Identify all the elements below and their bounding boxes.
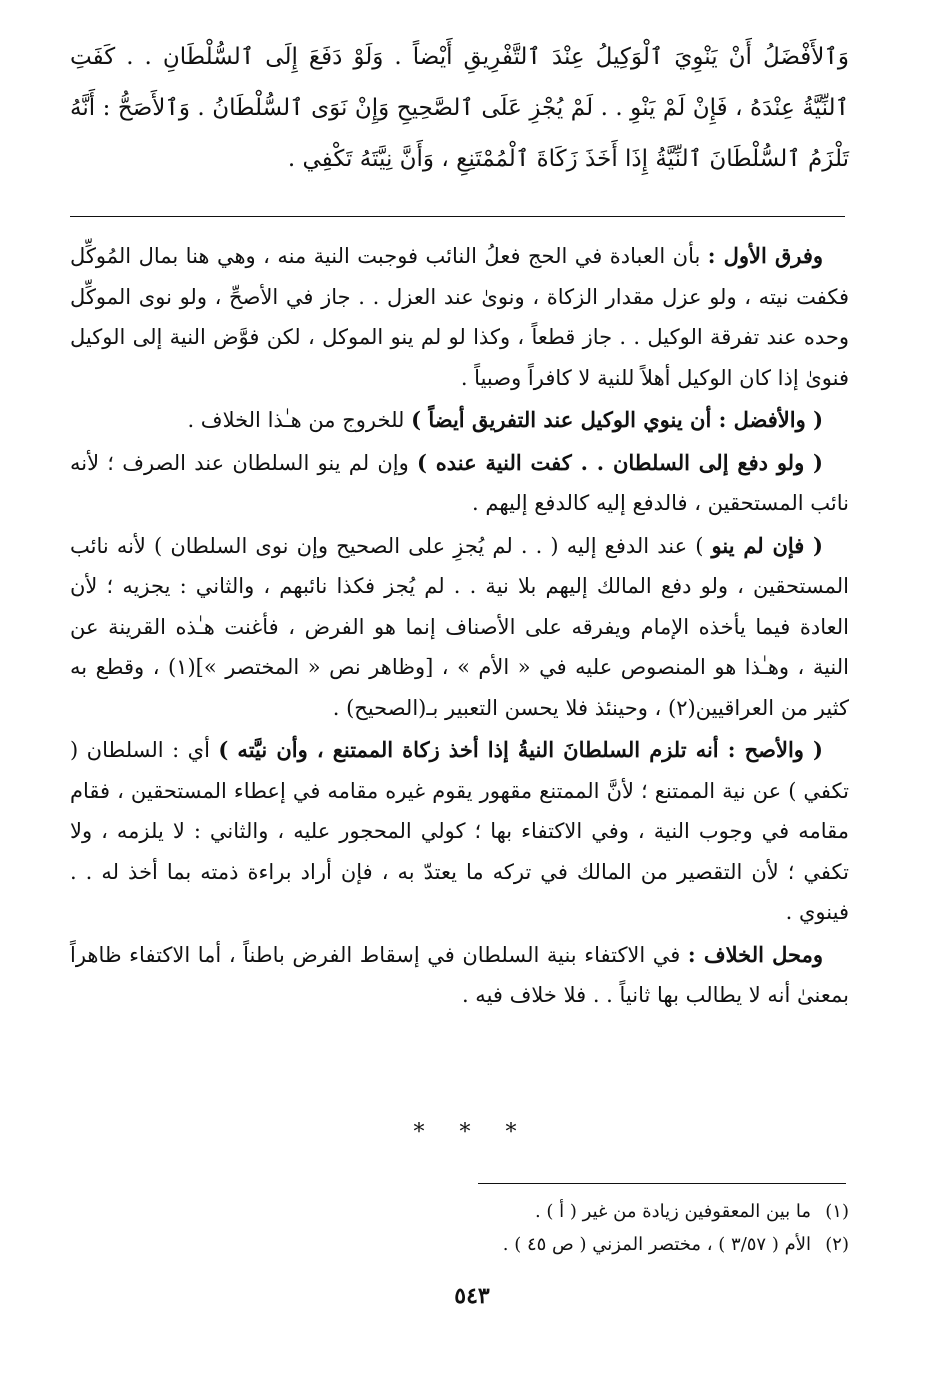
- footnote-separator-rule: [478, 1183, 846, 1184]
- paragraph-body: وإن لم ينو السلطان عند الصرف ؛ لأنه نائب المستحقين ، فالدفع إليه كالدفع إليهم .: [70, 450, 849, 515]
- sharh-paragraph-4: [70, 526, 849, 729]
- matn-separator-rule: [70, 216, 845, 217]
- matn-paragraph: وَٱلأَفْضَلُ أَنْ يَنْوِيَ ٱلْوَكِيلُ عِنْدَ ٱلتَّفْرِيقِ أَيْضاً . وَلَوْ دَفَعَ إِلَى ٱلسُّلْطَانِ . . كَفَتِ ٱلنِّيَّةُ عِنْدَهُ ، فَإِنْ لَمْ يَنْوِ . . لَمْ يُجْزِ عَلَى ٱلصَّحِيحِ وَإِنْ نَوَى ٱلسُّلْطَانُ . وَٱلأَصَحُّ : أَنَّهُ تَلْزَمُ ٱلسُّلْطَانَ ٱلنِّيَّةُ إِذَا أَخَذَ زَكَاةَ ٱلْمُمْتَنِعِ ، وَأَنَّ نِيَّتَهُ تَكْفِي .: [70, 44, 849, 172]
- sharh-paragraph-3: [70, 443, 849, 524]
- matn-text-block: [70, 32, 849, 185]
- paragraph-lead: ومحل الخلاف :: [687, 941, 824, 967]
- paragraph-body: بأن العبادة في الحج فعلُ النائب فوجبت النية منه ، وهي هنا بمال المُوكِّل فكفت نيته ، ولو عزل مقدار الزكاة ، ونوىٰ عند العزل . . جاز في الأصحِّ ، ولو نوى الموكِّل وحده عند تفرقة الوكيل . . جاز قطعاً ، وكذا لو لم ينو الموكل ، لكن فوَّض النية إلى الوكيل فنوىٰ إذا كان الوكيل أهلاً للنية لا كافراً وصبياً .: [70, 244, 849, 390]
- footnote-item: [70, 1228, 849, 1261]
- paragraph-lead: ( والأصح : أنه تلزم السلطانَ النيةُ إذا أخذ زكاة الممتنع ، وأن نيَّته ): [218, 737, 823, 762]
- sharh-paragraph-6: [70, 935, 849, 1016]
- page-number: ٥٤٣: [454, 1283, 490, 1309]
- paragraph-lead: ( والأفضل : أن ينوي الوكيل عند التفريق أيضاً ): [411, 407, 823, 432]
- sharh-paragraph-5: [70, 730, 849, 933]
- paragraph-body: أي : السلطان ( تكفي ) عن نية الممتنع ؛ لأنَّ الممتنع مقهور يقوم غيره مقامه في إعطاء المستحقين ، فقام مقامه في وجوب النية ، وفي الاكتفاء بها ؛ كولي المحجور عليه ، والثاني : لا يلزمه ، ولا تكفي ؛ لأن التقصير من المالك في تركه ما يعتدّ به ، فإن أراد براءة ذمته بما أخذ له . . فينوي .: [70, 738, 849, 924]
- paragraph-lead: ( فإن لم ينو: [711, 532, 823, 558]
- footnote-text: الأم ( ٣/٥٧ ) ، مختصر المزني ( ص ٤٥ ) .: [502, 1234, 811, 1255]
- sharh-paragraph-2: [70, 400, 849, 441]
- footnote-item: [70, 1195, 849, 1228]
- sharh-commentary-block: [70, 236, 849, 1018]
- paragraph-lead: ( ولو دفع إلى السلطان . . كفت النية عنده ): [416, 449, 823, 475]
- footnote-number: (٢): [825, 1234, 849, 1255]
- footnote-number: (١): [825, 1201, 849, 1222]
- sharh-paragraph-1: [70, 236, 849, 398]
- section-separator-stars: * * *: [413, 1120, 531, 1145]
- paragraph-body: ) عند الدفع إليه ( . . لم يُجزِ على الصحيح وإن نوى السلطان ) لأنه نائب المستحقين ، ولو دفع المالك إليهم بلا نية . . لم يُجز فكذا نائبهم ، والثاني : يجزيه ؛ لأن العادة فيما يأخذه الإمام ويفرقه على الأصناف إنما هو الفرض ، فأغنت هـٰذه القرينة عن النية ، وهـٰذا هو المنصوص عليه في « الأم » ، [وظاهر نص « المختصر »](١) ، وقطع به كثير من العراقيين(٢) ، وحينئذ فلا يحسن التعبير بـ(الصحيح) .: [70, 533, 849, 720]
- paragraph-body: في الاكتفاء بنية السلطان في إسقاط الفرض باطناً ، أما الاكتفاء ظاهراً بمعنىٰ أنه لا يطالب بها ثانياً . . فلا خلاف فيه .: [70, 942, 849, 1007]
- paragraph-body: للخروج من هـٰذا الخلاف .: [187, 408, 412, 432]
- footnotes-block: [70, 1195, 849, 1261]
- footnote-text: ما بين المعقوفين زيادة من غير ( أ ) .: [534, 1201, 811, 1222]
- paragraph-lead: وفرق الأول :: [707, 243, 823, 268]
